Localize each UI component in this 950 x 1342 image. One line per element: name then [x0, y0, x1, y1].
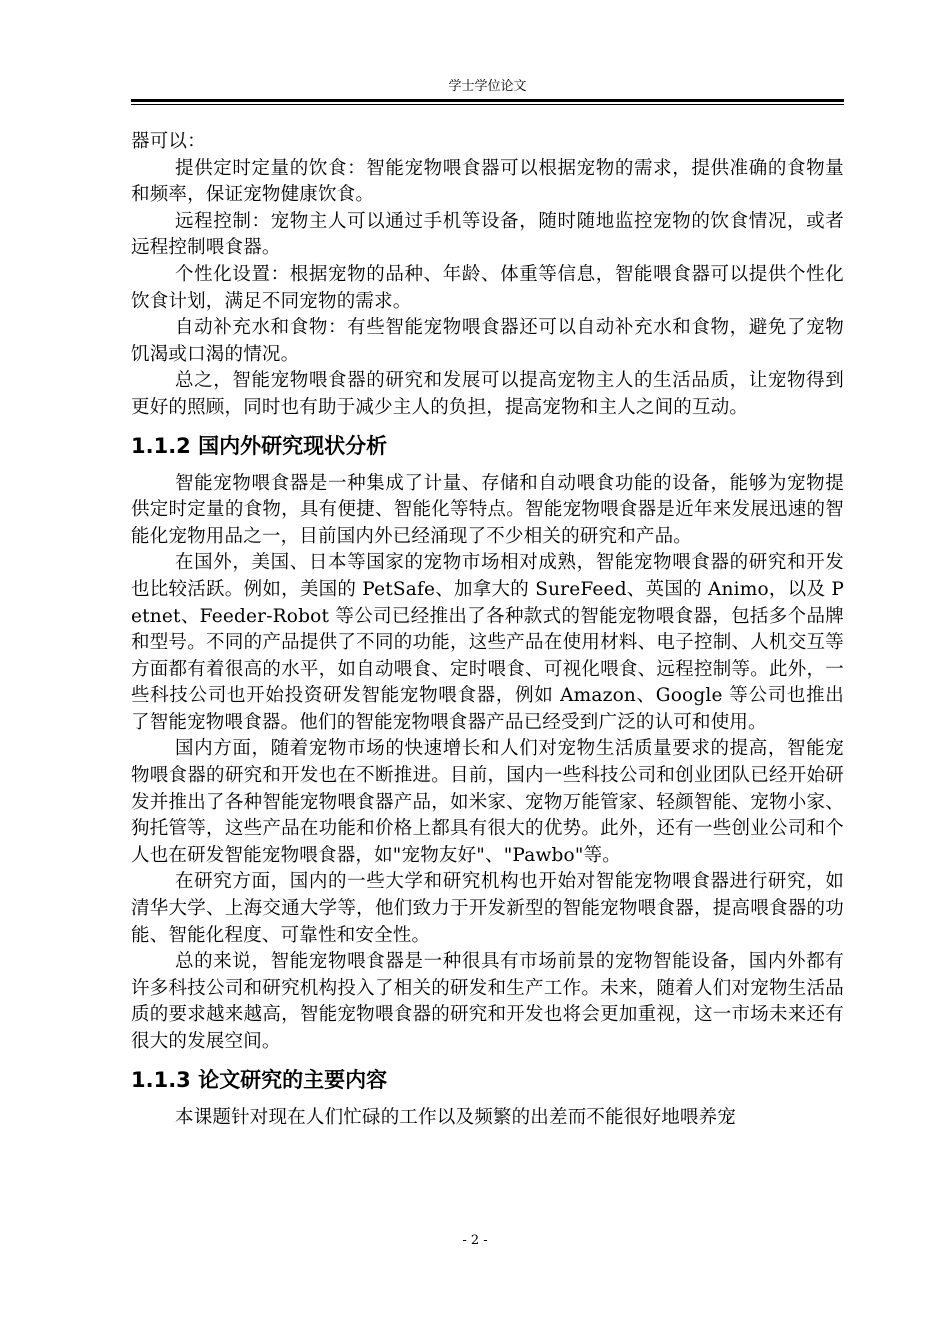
page-number: - 2 - [462, 1233, 488, 1248]
paragraph-timed-feeding: 提供定时定量的饮食：智能宠物喂食器可以根据宠物的需求，提供准确的食物量和频率，保证宠物健康饮食。 [131, 157, 844, 206]
header-rule-thin [131, 104, 844, 105]
paragraph-academic-research: 在研究方面，国内的一些大学和研究机构也开始对智能宠物喂食器进行研究，如清华大学、上海交通大学等，他们致力于开发新型的智能宠物喂食器，提高喂食器的功能、智能化程度、可靠性和安全性。 [131, 871, 844, 946]
paragraph-summary: 总之，智能宠物喂食器的研究和发展可以提高宠物主人的生活品质，让宠物得到更好的照顾，同时也有助于减少主人的负担，提高宠物和主人之间的互动。 [131, 370, 844, 418]
paragraph-domestic-research: 国内方面，随着宠物市场的快速增长和人们对宠物生活质量要求的提高，智能宠物喂食器的研究和开发也在不断推进。目前，国内一些科技公司和创业团队已经开始研发并推出了各种智能宠物喂食器产品，如米家、宠物万能管家、轻颜智能、宠物小家、狗托管等，这些产品在功能和价格上都具有很大的优势。此外，还有一些创业公司和个人也在研发智能宠物喂食器，如"宠物友好"、"Pawbo"等。 [131, 738, 844, 866]
paragraph-overview: 智能宠物喂食器是一种集成了计量、存储和自动喂食功能的设备，能够为宠物提供定时定量的食物，具有便捷、智能化等特点。智能宠物喂食器是近年来发展迅速的智能化宠物用品之一，目前国内外已经涌现了不少相关的研究和产品。 [131, 472, 844, 547]
section-heading-1-1-3: 1.1.3 论文研究的主要内容 [131, 1067, 388, 1092]
running-header: 学士学位论文 [448, 79, 527, 94]
paragraph-main-content: 本课题针对现在人们忙碌的工作以及频繁的出差而不能很好地喂养宠 [175, 1106, 737, 1128]
paragraph-continued: 器可以： [131, 131, 206, 152]
paragraph-personalization: 个性化设置：根据宠物的品种、年龄、体重等信息，智能喂食器可以提供个性化饮食计划，满足不同宠物的需求。 [131, 263, 844, 312]
paragraph-remote-control: 远程控制：宠物主人可以通过手机等设备，随时随地监控宠物的饮食情况，或者远程控制喂食器。 [131, 210, 844, 259]
paragraph-auto-refill: 自动补充水和食物：有些智能宠物喂食器还可以自动补充水和食物，避免了宠物饥渴或口渴的情况。 [131, 317, 844, 365]
section-heading-1-1-2: 1.1.2 国内外研究现状分析 [131, 433, 388, 458]
body-text [131, 129, 844, 1131]
paragraph-foreign-research: 在国外，美国、日本等国家的宠物市场相对成熟，智能宠物喂食器的研究和开发也比较活跃。例如，美国的 PetSafe、加拿大的 SureFeed、英国的 Animo，以及 Petnet、Feeder-Robot 等公司已经推出了各种款式的智能宠物喂食器，包括多个品牌和型号。不同的产品提供了不同的功能，这些产品在使用材料、电子控制、人机交互等方面都有着很高的水平，如自动喂食、定时喂食、可视化喂食、远程控制等。此外，一些科技公司也开始投资研发智能宠物喂食器，例如 Amazon、Google 等公司也推出了智能宠物喂食器。他们的智能宠物喂食器产品已经受到广泛的认可和使用。 [131, 552, 844, 733]
paragraph-conclusion: 总的来说，智能宠物喂食器是一种很具有市场前景的宠物智能设备，国内外都有许多科技公司和研究机构投入了相关的研发和生产工作。未来，随着人们对宠物生活品质的要求越来越高，智能宠物喂食器的研究和开发也将会更加重视，这一市场未来还有很大的发展空间。 [131, 951, 844, 1052]
header-rule [131, 99, 844, 102]
